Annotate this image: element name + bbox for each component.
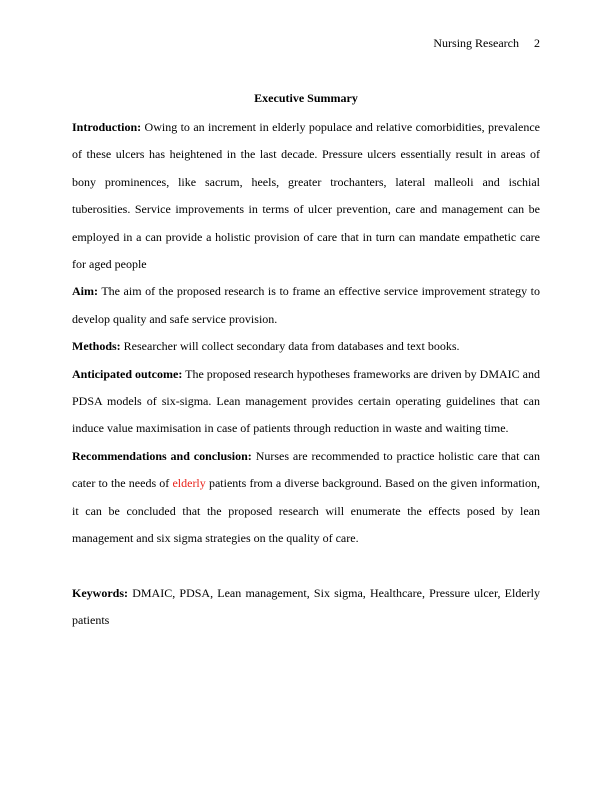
introduction-text: Owing to an increment in elderly populace and relative comorbidities, prevalence of these ulcers has heightened in the last decade. Pressure ulcers essentially result in areas of bony prominences, like sacrum, heels, greater trochanters, lateral malleoli and ischial tuberosities. Service improvements in terms of ulcer prevention, care and management can be employed in a can provide a holistic provision of care that in turn can mandate empathetic care for aged people [72,120,540,272]
outcome-label: Anticipated outcome: [72,366,183,381]
methods-label: Methods: [72,339,121,354]
introduction-label: Introduction: [72,120,142,134]
page-number: 2 [534,36,540,50]
recommendations-paragraph [72,443,540,553]
recommendations-text-after: patients from a diverse background. Based on the given information, it can be concluded that the proposed research will enumerate the effects posed by lean management and six sigma strategies on the quality of care. [72,476,541,546]
summary-body [72,114,540,634]
outcome-paragraph [72,361,540,443]
outcome-text: The proposed research hypotheses frameworks are driven by DMAIC and PDSA models of six-sigma. Lean management provides certain operating guidelines that can induce value maximisation in case of patients through reduction in waste and waiting time. [72,366,541,436]
methods-text: Researcher will collect secondary data from databases and text books. [123,339,460,354]
keywords-text: DMAIC, PDSA, Lean management, Six sigma, Healthcare, Pressure ulcer, Elderly patients [72,585,541,627]
aim-paragraph [72,278,540,333]
recommendations-highlight: elderly [172,476,206,491]
aim-text: The aim of the proposed research is to frame an effective service improvement strategy to develop quality and safe service provision. [72,284,540,326]
running-header [433,35,540,51]
section-spacer [72,553,540,580]
introduction-paragraph [72,114,540,278]
recommendations-text-before: Nurses are recommended to practice holistic care that can cater to the needs of [72,448,541,491]
keywords-label: Keywords: [72,585,128,600]
recommendations-label: Recommendations and conclusion: [72,448,252,463]
keywords-paragraph [72,580,540,635]
methods-paragraph [72,333,540,360]
running-title: Nursing Research [433,36,519,50]
aim-label: Aim: [72,284,98,299]
page-title: Executive Summary [254,91,358,105]
